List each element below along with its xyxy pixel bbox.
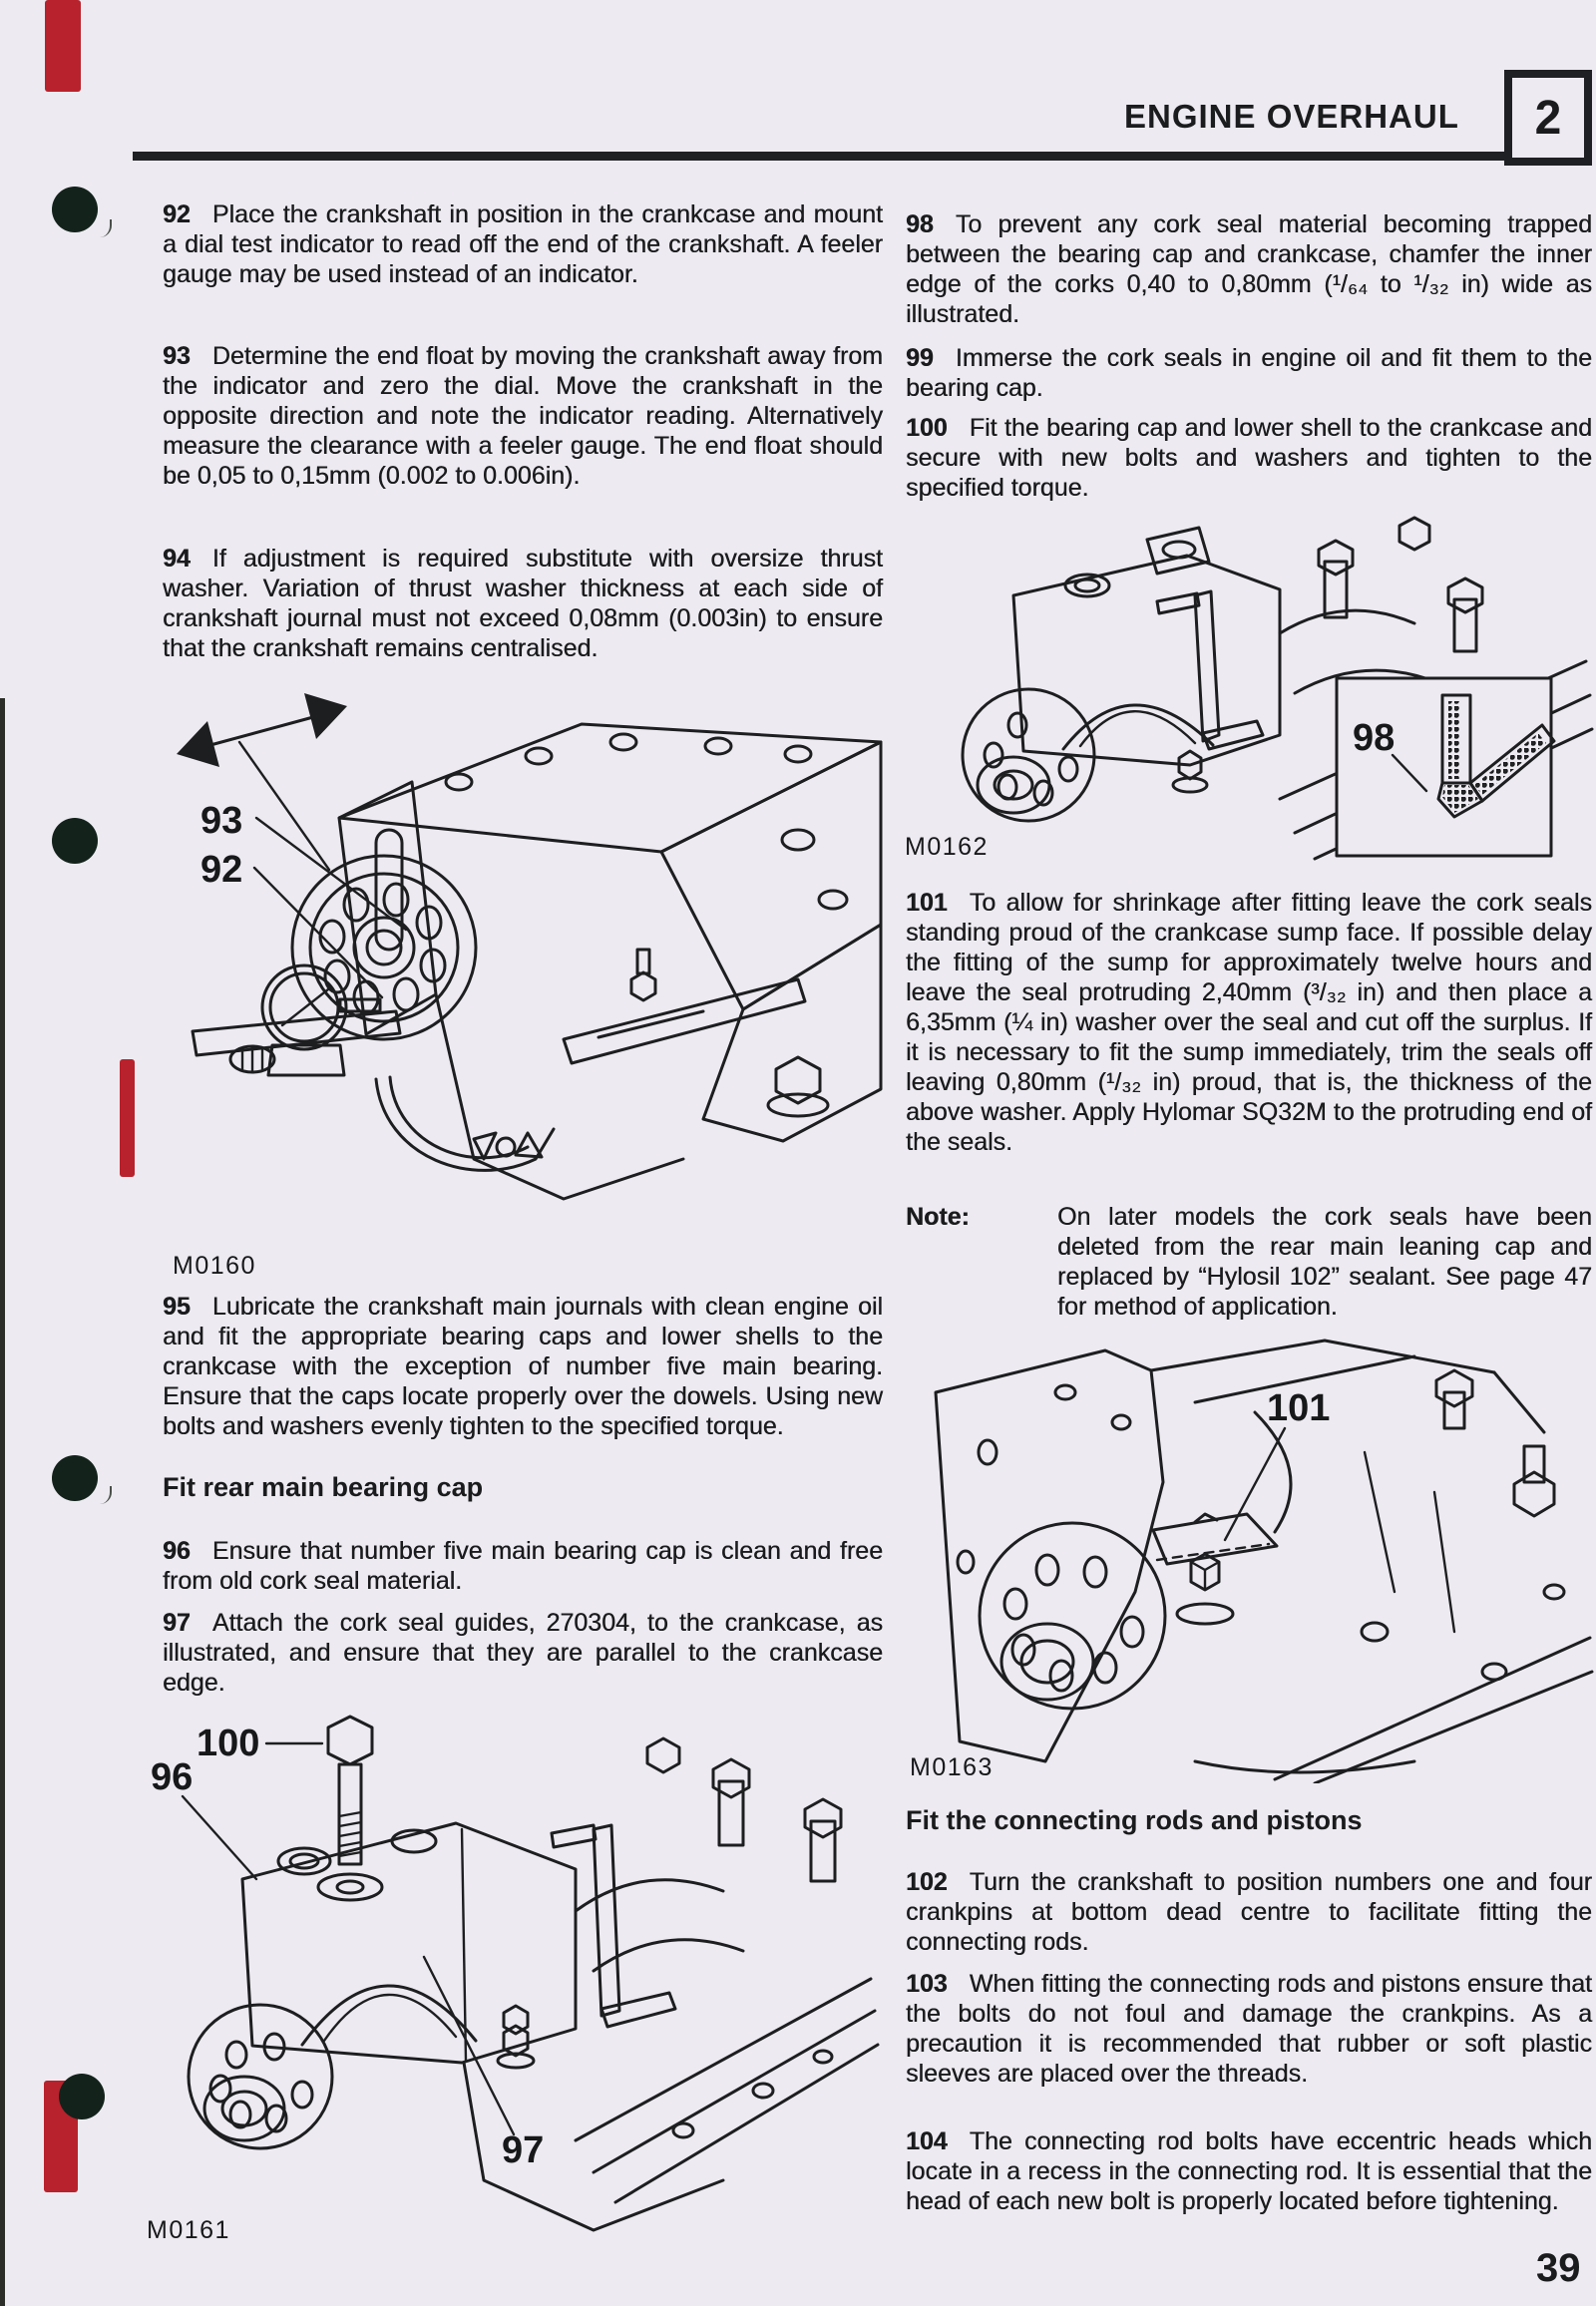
paragraph-number: 98 bbox=[906, 210, 934, 238]
figure-m0162-chamfer-illustration bbox=[896, 504, 1594, 861]
chapter-number-box bbox=[1504, 70, 1592, 166]
callout-92: 92 bbox=[200, 849, 243, 891]
paragraph-number: 104 bbox=[906, 2127, 948, 2155]
paragraph-number: 93 bbox=[163, 342, 191, 370]
heading-fit-rear-main-bearing-cap: Fit rear main bearing cap bbox=[163, 1472, 484, 1502]
paragraph-99 bbox=[906, 343, 1592, 403]
crankcase-drawing bbox=[936, 1341, 1592, 1783]
figure-label-m0161: M0161 bbox=[147, 2216, 230, 2244]
paragraph-text: Attach the cork seal guides, 270304, to the crankcase, as illustrated, and ensure that they are parallel to the crankcase edge. bbox=[163, 1609, 883, 1697]
binder-hole-dot bbox=[52, 187, 98, 232]
paragraph-text: When fitting the connecting rods and pistons ensure that the bolts do not foul and damage the crankpins. As a precaution it is recommended that rubber or soft plastic sleeves are placed over the threads. bbox=[906, 1970, 1592, 2088]
figure-label-m0160: M0160 bbox=[173, 1252, 256, 1280]
figure-label-m0163: M0163 bbox=[910, 1753, 994, 1781]
paragraph-text: Turn the crankshaft to position numbers one and four crankpins at bottom dead centre to facilitate fitting the connecting rods. bbox=[906, 1868, 1592, 1956]
leader-line bbox=[183, 1796, 256, 1879]
leader-line bbox=[424, 1957, 514, 2134]
binder-hole-dot bbox=[52, 1455, 98, 1501]
paragraph-number: 94 bbox=[163, 545, 191, 573]
paragraph-number: 97 bbox=[163, 1609, 191, 1637]
page-number: 39 bbox=[1536, 2246, 1581, 2290]
paragraph-text: Place the crankshaft in position in the crankcase and mount a dial test indicator to read off the end of the crankshaft. A feeler gauge may be used instead of an indicator. bbox=[163, 200, 883, 288]
chamfer-inset-box bbox=[1337, 678, 1554, 856]
paragraph-97 bbox=[163, 1608, 883, 1698]
callout-97: 97 bbox=[502, 2129, 545, 2171]
figure-m0160-dial-indicator-illustration bbox=[145, 690, 883, 1289]
paragraph-101 bbox=[906, 888, 1592, 1157]
note-block bbox=[906, 1202, 1592, 1322]
figure-m0163-seal-guide-illustration bbox=[896, 1333, 1594, 1783]
callout-101: 101 bbox=[1267, 1387, 1331, 1429]
paragraph-text: Fit the bearing cap and lower shell to the crankcase and secure with new bolts and washers and tighten to the specified torque. bbox=[906, 414, 1592, 502]
red-ink-mark bbox=[45, 0, 81, 92]
scan-edge-line bbox=[0, 698, 5, 2306]
callout-93: 93 bbox=[200, 800, 243, 842]
paragraph-96 bbox=[163, 1536, 883, 1596]
paragraph-104 bbox=[906, 2126, 1592, 2216]
end-float-arrow-icon bbox=[177, 693, 347, 767]
paragraph-text: Ensure that number five main bearing cap is clean and free from old cork seal material. bbox=[163, 1537, 883, 1595]
crankshaft-flange-drawing bbox=[189, 2005, 332, 2148]
callout-100: 100 bbox=[197, 1723, 260, 1764]
paragraph-93 bbox=[163, 341, 883, 491]
bolt-drawing bbox=[318, 1717, 382, 1900]
paragraph-text: Lubricate the crankshaft main journals with clean engine oil and fit the appropriate bearing caps and lower shells to the crankcase with the exception of number five main bearing. Ensure that the caps locate properly over the dowels. Using new bolts and washers evenly tighten to the specified torque. bbox=[163, 1293, 883, 1440]
paragraph-94 bbox=[163, 544, 883, 663]
note-text: On later models the cork seals have been deleted from the rear main leaning cap and replaced by “Hylosil 102” sealant. See page 47 for method of application. bbox=[1057, 1203, 1592, 1321]
leader-line bbox=[239, 742, 329, 870]
paragraph-102 bbox=[906, 1867, 1592, 1957]
note-label: Note: bbox=[906, 1203, 970, 1231]
paragraph-92 bbox=[163, 199, 883, 289]
dial-gauge-drawing bbox=[193, 965, 554, 1170]
paragraph-100 bbox=[906, 413, 1592, 503]
paragraph-text: Determine the end float by moving the crankshaft away from the indicator and zero the dial. Move the crankshaft in the opposite direction and note the indicator reading. Alternatively measure the clearance with a feeler gauge. The end float should be 0,05 to 0,15mm (0.002 to 0.006in). bbox=[163, 342, 883, 490]
paragraph-number: 101 bbox=[906, 889, 948, 917]
binder-hole-dot bbox=[52, 818, 98, 864]
scan-artifact bbox=[100, 1486, 112, 1504]
heading-fit-connecting-rods: Fit the connecting rods and pistons bbox=[906, 1805, 1363, 1835]
scan-artifact bbox=[100, 219, 112, 237]
chapter-number: 2 bbox=[1534, 91, 1562, 145]
paragraph-number: 99 bbox=[906, 344, 934, 372]
paragraph-103 bbox=[906, 1969, 1592, 2089]
header-rule bbox=[133, 152, 1506, 161]
paragraph-number: 95 bbox=[163, 1293, 191, 1321]
paragraph-number: 102 bbox=[906, 1868, 948, 1896]
cork-seal-guide-drawing bbox=[504, 1825, 675, 2034]
paragraph-98 bbox=[906, 209, 1592, 329]
paragraph-text: To allow for shrinkage after fitting leave the cork seals standing proud of the crankcase sump face. If possible delay the fitting of the sump for approximately twelve hours and leave the seal protruding 2,40mm (³/₃₂ in) and then place a 6,35mm (¼ in) washer over the seal and cut off the surplus. If it is necessary to fit the sump immediately, trim the seals off leaving 0,80mm (¹/₃₂ in) proud, that is, the thickness of the above washer. Apply Hylomar SQ32M to the protruding end of the seals. bbox=[906, 889, 1592, 1156]
paragraph-text: Immerse the cork seals in engine oil and fit them to the bearing cap. bbox=[906, 344, 1592, 402]
paragraph-number: 92 bbox=[163, 200, 191, 228]
seal-guide-plate-drawing bbox=[1153, 1514, 1277, 1624]
red-ink-mark bbox=[120, 1059, 135, 1177]
paragraph-number: 100 bbox=[906, 414, 948, 442]
paragraph-95 bbox=[163, 1292, 883, 1441]
paragraph-text: To prevent any cork seal material becoming trapped between the bearing cap and crankcase, chamfer the inner edge of the corks 0,40 to 0,80mm (¹/₆₄ to ¹/₃₂ in) wide as illustrated. bbox=[906, 210, 1592, 328]
binder-hole-dot bbox=[59, 2074, 105, 2119]
bearing-cap-drawing bbox=[242, 1823, 576, 2068]
figure-label-m0162: M0162 bbox=[905, 833, 989, 861]
callout-96: 96 bbox=[151, 1756, 194, 1798]
crankshaft-flange-drawing bbox=[980, 1523, 1165, 1709]
paragraph-number: 103 bbox=[906, 1970, 948, 1998]
figure-m0161-bearing-cap-illustration bbox=[125, 1712, 883, 2255]
paragraph-text: The connecting rod bolts have eccentric heads which locate in a recess in the connecting rod. It is essential that the head of each new bolt is properly located before tightening. bbox=[906, 2127, 1592, 2215]
page-title: ENGINE OVERHAUL bbox=[1124, 98, 1459, 135]
callout-98: 98 bbox=[1353, 717, 1396, 759]
paragraph-number: 96 bbox=[163, 1537, 191, 1565]
paragraph-text: If adjustment is required substitute with oversize thrust washer. Variation of thrust washer thickness at each side of crankshaft journal must not exceed 0,08mm (0.003in) to ensure that the crankshaft remains centralised. bbox=[163, 545, 883, 662]
